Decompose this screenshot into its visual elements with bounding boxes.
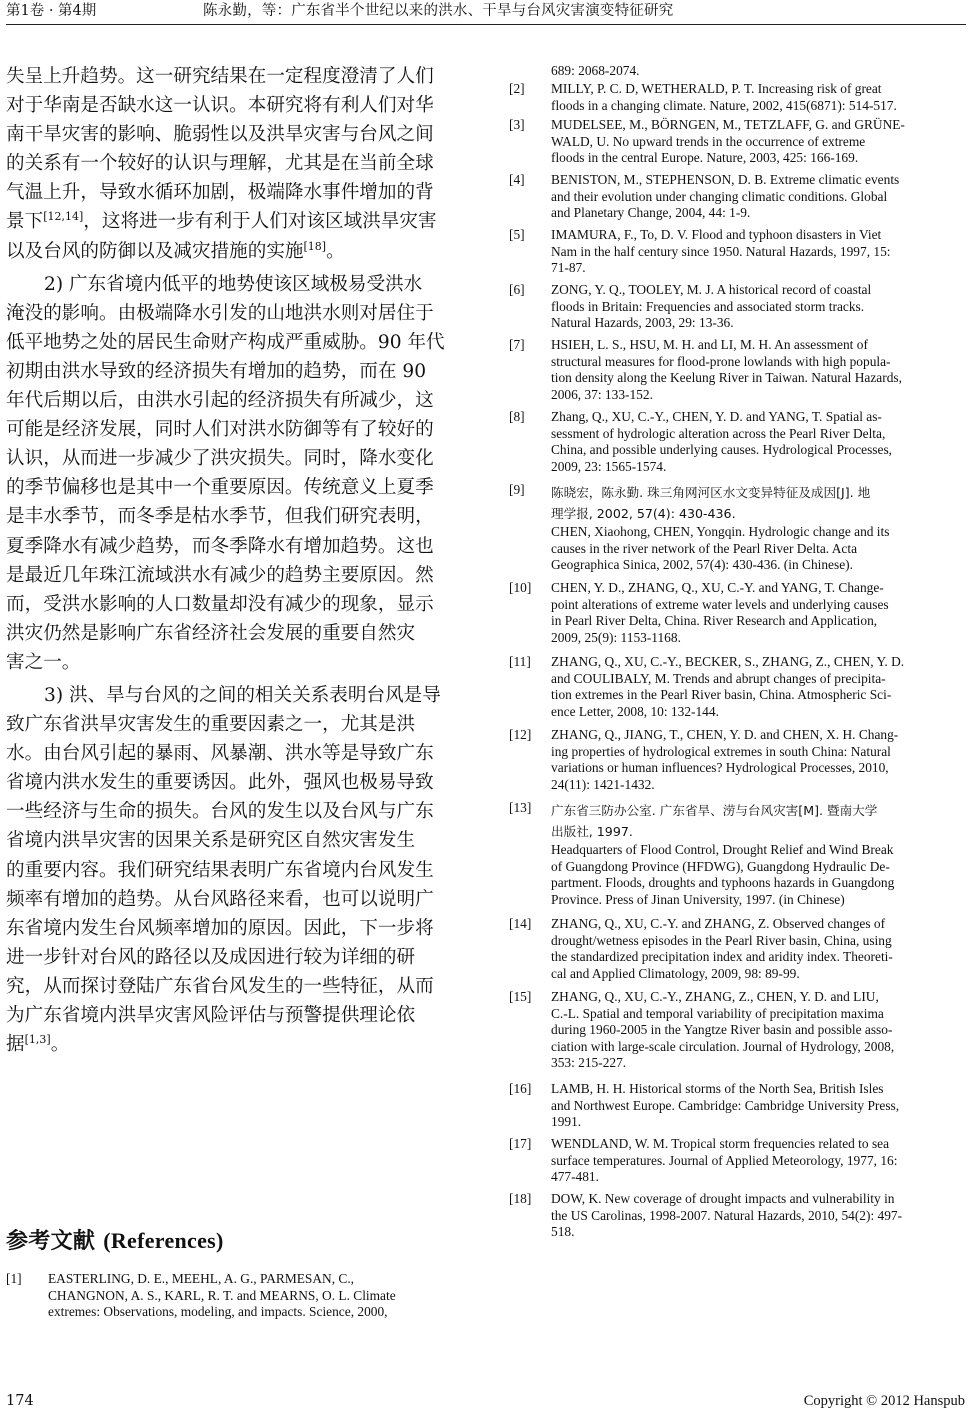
text-line: 夏季降水有减少趋势，而冬季降水有增加趋势。这也 [6, 535, 434, 557]
reference-number: [18] [509, 1191, 532, 1206]
reference-number: [12] [509, 727, 532, 742]
text-line: 害之一。 [6, 651, 81, 673]
reference-text: 广东省三防办公室. 广东省旱、涝与台风灾害[M]. 暨南大学 出版社, 1997. Headquarters of Flood Control, Drought Relief and Wind Break of Guangdong Province (HFDWG), Guangdong Hydraulic De- partment. Floods, droughts and typhoons hazards in Guangdong Province. Press of Jinan University, 1997. (in Chinese) [551, 803, 895, 907]
reference-number: [9] [509, 482, 525, 497]
text-line: 频率有增加的趋势。从台风路径来看，也可以说明广 [6, 888, 434, 910]
citation: [12,14] [43, 210, 84, 224]
text-line: 2) 广东省境内低平的地势使该区域极易受洪水 [44, 273, 423, 295]
references-heading [6, 1224, 224, 1255]
journal-volume-issue: 第1卷 · 第4期 [6, 3, 97, 19]
reference-text: Zhang, Q., XU, C.-Y., CHEN, Y. D. and YANG, T. Spatial as- sessment of hydrologic alteration across the Pearl River Delta, China, and possible underlying causes. Hydrological Processes, 2009, 23: 1565-1574. [551, 409, 893, 474]
copyright-notice: Copyright © 2012 Hanspub [803, 1393, 965, 1409]
reference-text: HSIEH, L. S., HSU, M. H. and LI, M. H. An assessment of structural measures for flood-prone lowlands with high popula- tion density along the Keelung River in Taiwan. Natural Hazards, 2006, 37: 133-152. [551, 337, 902, 402]
reference-number: [14] [509, 916, 532, 931]
reference-text: 陈晓宏，陈永勤. 珠三角网河区水文变异特征及成因[J]. 地 理学报, 2002, 57(4): 430-436. CHEN, Xiaohong, CHEN, Yongqin. Hydrologic change and its causes in the river network of the Pearl River Delta. Acta Geographica Sinica, 2002, 57(4): 430-436. (in Chinese). [551, 485, 890, 573]
text-line: 年代后期以后，由洪水引起的经济损失有所减少，这 [6, 390, 434, 412]
text-line: 洪灾仍然是影响广东省经济社会发展的重要自然灾 [6, 622, 416, 644]
reference-number: [11] [509, 654, 531, 669]
text-line: 一些经济与生命的损失。台风的发生以及台风与广东 [6, 801, 434, 823]
reference-text: DOW, K. New coverage of drought impacts and vulnerability in the US Carolinas, 1998-2007. Natural Hazards, 2010, 54(2): 497- 518. [551, 1191, 903, 1240]
reference-text: WENDLAND, W. M. Tropical storm frequencies related to sea surface temperatures. Journal of Applied Meteorology, 1977, 16: 477-481. [551, 1136, 898, 1185]
reference-text: ZHANG, Q., JIANG, T., CHEN, Y. D. and CHEN, X. H. Chang- ing properties of hydrological extremes in south China: Natural variations or human influences? Hydrological Processes, 2010, 24(11): 1421-1432. [551, 727, 899, 792]
text-line: 据[1,3]。 [6, 1033, 70, 1056]
reference-text: ZONG, Y. Q., TOOLEY, M. J. A historical record of coastal floods in Britain: Frequencies and associated storm tracks. Natural Hazards, 2003, 29: 13-36. [551, 282, 872, 331]
text-line: 以及台风的防御以及减灾措施的实施[18]。 [6, 239, 345, 262]
text-line: 东省境内发生台风频率增加的原因。因此，下一步将 [6, 917, 434, 939]
running-title: 陈永勤，等：广东省半个世纪以来的洪水、干旱与台风灾害演变特征研究 [203, 3, 674, 19]
reference-number: [15] [509, 989, 532, 1004]
citation: [1,3] [24, 1033, 51, 1047]
reference-text: IMAMURA, F., To, D. V. Flood and typhoon disasters in Viet Nam in the half century since 1950. Natural Hazards, 1997, 15: 71-87. [551, 227, 891, 276]
reference-number: [5] [509, 227, 525, 242]
reference-number: [6] [509, 282, 525, 297]
reference-number: [1] [6, 1271, 22, 1286]
reference-text: EASTERLING, D. E., MEEHL, A. G., PARMESAN, C., CHANGNON, A. S., KARL, R. T. and MEARNS, O. L. Climate extremes: Observations, modeling, and impacts. Science, 2000, [48, 1271, 396, 1320]
reference-number: [17] [509, 1136, 532, 1151]
reference-text: ZHANG, Q., XU, C.-Y., ZHANG, Z., CHEN, Y. D. and LIU, C.-L. Spatial and temporal variability of precipitation maxima during 1960-2005 in the Yangtze River basin and possible asso- ciation with large-scale circulation. Journal of Hydrology, 2008, 353: 215-227. [551, 989, 895, 1071]
references-heading-en: (References) [103, 1228, 224, 1253]
text-line: 的重要内容。我们研究结果表明广东省境内台风发生 [6, 859, 434, 881]
reference-text: MILLY, P. C. D, WETHERALD, P. T. Increasing risk of great floods in a changing climate. Nature, 2002, 415(6871): 514-517. [551, 81, 897, 113]
header-rule [6, 24, 966, 25]
text-line: 究，从而探讨登陆广东省台风发生的一些特征，从而 [6, 975, 434, 997]
left-column [6, 62, 462, 1059]
text-line: 气温上升，导致水循环加剧，极端降水事件增加的背 [6, 182, 434, 204]
text-line: 是最近几年珠江流域洪水有减少的趋势主要原因。然 [6, 564, 434, 586]
reference-number: [10] [509, 580, 532, 595]
reference-number: [7] [509, 337, 525, 352]
text-line: 为广东省境内洪旱灾害风险评估与预警提供理论依 [6, 1005, 416, 1026]
reference-number: [2] [509, 81, 525, 96]
reference-text: CHEN, Y. D., ZHANG, Q., XU, C.-Y. and YANG, T. Change- point alterations of extreme water levels and underlying causes in Pearl River Delta, China. River Research and Application, 2009, 25(9): 1153-1168. [551, 580, 889, 645]
text-line: 初期由洪水导致的经济损失有增加的趋势，而在 90 [6, 360, 427, 382]
reference-text: 689: 2068-2074. [551, 63, 640, 78]
text-line: 致广东省洪旱灾害发生的重要因素之一，尤其是洪 [6, 714, 416, 736]
reference-number: [4] [509, 172, 525, 187]
text-line: 的关系有一个较好的认识与理解，尤其是在当前全球 [6, 153, 434, 175]
text-line: 淹没的影响。由极端降水引发的山地洪水则对居住于 [6, 302, 434, 324]
reference-text: LAMB, H. H. Historical storms of the North Sea, British Isles and Northwest Europe. Cambridge: Cambridge University Press, 1991. [551, 1081, 900, 1130]
reference-number: [13] [509, 800, 532, 815]
text-line: 3) 洪、旱与台风的之间的相关关系表明台风是导 [44, 684, 441, 706]
reference-text: ZHANG, Q., XU, C.-Y. and ZHANG, Z. Observed changes of drought/wetness episodes in the Pearl River basin, China, using the standardized precipitation index and aridity index. Theoreti- cal and Applied Climatology, 2009, 98: 89-99. [551, 916, 893, 981]
text-line: 省境内洪水发生的重要诱因。此外，强风也极易导致 [6, 772, 434, 794]
text-line: 进一步针对台风的路径以及成因进行较为详细的研 [6, 946, 416, 968]
text-line: 可能是经济发展，同时人们对洪水防御等有了较好的 [6, 419, 434, 441]
reference-number: [16] [509, 1081, 532, 1096]
text-line: 南干旱灾害的影响、脆弱性以及洪旱灾害与台风之间 [6, 124, 434, 146]
running-header [6, 0, 966, 26]
text-line: 认识，从而进一步减少了洪灾损失。同时，降水变化 [6, 448, 434, 470]
reference-number: [3] [509, 117, 525, 132]
citation: [18] [303, 239, 327, 253]
paragraph-1 [6, 62, 462, 266]
text-line: 低平地势之处的居民生命财产构成严重威胁。90 年代 [6, 331, 445, 353]
paragraph-2 [6, 270, 462, 677]
reference-text: MUDELSEE, M., BÖRNGEN, M., TETZLAFF, G. and GRÜNE- WALD, U. No upward trends in the occurrence of extreme floods in the central Europe. Nature, 2003, 425: 166-169. [551, 117, 905, 166]
reference-number: [8] [509, 409, 525, 424]
text-line: 是丰水季节，而冬季是枯水季节，但我们研究表明， [6, 506, 434, 528]
paragraph-3 [6, 681, 462, 1059]
reference-text: ZHANG, Q., XU, C.-Y., BECKER, S., ZHANG, Z., CHEN, Y. D. and COULIBALY, M. Trends and abrupt changes of precipita- tion extremes in the Pearl River basin, China. Atmospheric Sci- ence Letter, 2008, 10: 132-144. [551, 654, 905, 719]
page-number: 174 [6, 1393, 34, 1409]
text-line: 景下[12,14]，这将进一步有利于人们对该区域洪旱灾害 [6, 210, 437, 233]
references-heading-zh: 参考文献 [6, 1228, 96, 1253]
text-line: 而，受洪水影响的人口数量却没有减少的现象，显示 [6, 593, 434, 615]
text-line: 对于华南是否缺水这一认识。本研究将有利人们对华 [6, 95, 434, 117]
text-line: 失呈上升趋势。这一研究结果在一定程度澄清了人们 [6, 66, 434, 87]
text-line: 水。由台风引起的暴雨、风暴潮、洪水等是导致广东 [6, 743, 434, 765]
text-line: 省境内洪旱灾害的因果关系是研究区自然灾害发生 [6, 830, 416, 852]
text-line: 的季节偏移也是其中一个重要原因。传统意义上夏季 [6, 477, 434, 499]
reference-text: BENISTON, M., STEPHENSON, D. B. Extreme climatic events and their evolution under changing climatic conditions. Global and Planetary Change, 2004, 44: 1-9. [551, 172, 900, 221]
